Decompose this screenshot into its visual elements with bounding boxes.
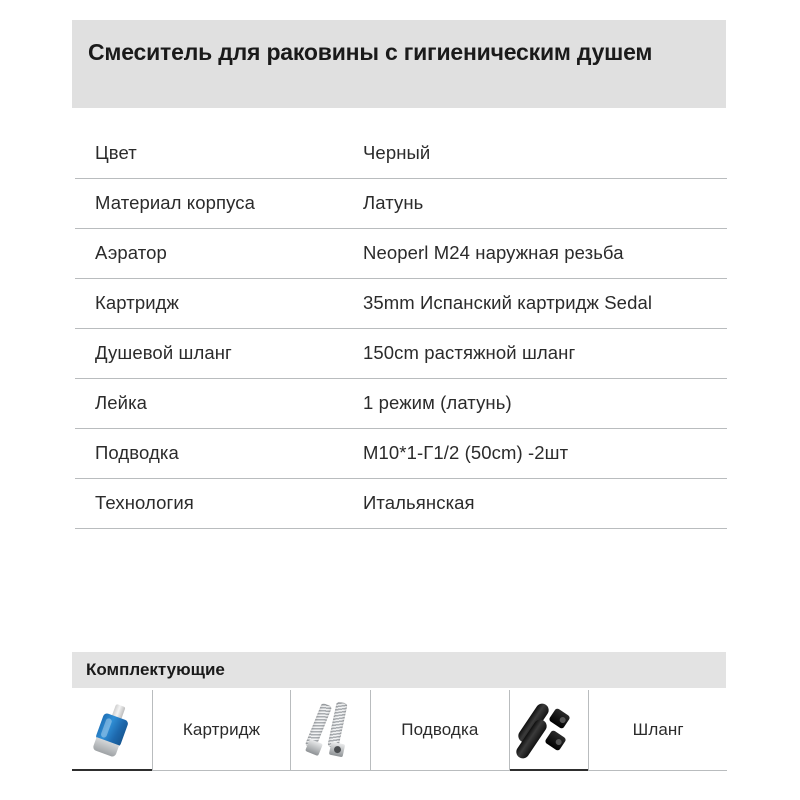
table-row xyxy=(75,478,727,528)
table-row xyxy=(75,378,727,428)
spec-key: Технология xyxy=(75,478,363,528)
hose-connector-2 xyxy=(544,730,566,752)
page-title: Смеситель для раковины с гигиеническим душем xyxy=(88,39,653,65)
spec-key: Материал корпуса xyxy=(75,178,363,228)
part-label-cell-cartridge xyxy=(152,690,291,770)
spec-key: Аэратор xyxy=(75,228,363,278)
spec-key: Картридж xyxy=(75,278,363,328)
hose-connector-1 xyxy=(548,708,570,730)
parts-section-title: Комплектующие xyxy=(72,652,726,688)
table-row xyxy=(75,328,727,378)
part-label: Шланг xyxy=(632,720,684,739)
table-row xyxy=(75,428,727,478)
spec-value: 150cm растяжной шланг xyxy=(363,328,727,378)
black-hose-icon xyxy=(517,699,581,761)
spec-value: M10*1-Г1/2 (50cm) -2шт xyxy=(363,428,727,478)
braid-nut-2 xyxy=(329,742,345,758)
spec-value: 35mm Испанский картридж Sedal xyxy=(363,278,727,328)
spec-value: Neoperl M24 наружная резьба xyxy=(363,228,727,278)
spec-key: Подводка xyxy=(75,428,363,478)
part-image-cell-cartridge xyxy=(72,690,152,770)
table-row xyxy=(75,178,727,228)
table-row xyxy=(75,278,727,328)
spec-value: Латунь xyxy=(363,178,727,228)
page-title-band xyxy=(72,20,726,108)
specification-table-body xyxy=(75,128,727,528)
part-image-cell-braided-hose xyxy=(290,690,370,770)
cartridge-icon xyxy=(80,699,144,761)
black-hose-icon-shape xyxy=(517,699,581,761)
part-label-cell-braided-hose xyxy=(370,690,509,770)
spec-value: Черный xyxy=(363,128,727,178)
spec-value: Итальянская xyxy=(363,478,727,528)
parts-table xyxy=(72,690,727,771)
part-image-cell-black-hose xyxy=(509,690,589,770)
part-label: Подводка xyxy=(401,720,479,739)
spec-key: Душевой шланг xyxy=(75,328,363,378)
table-row xyxy=(75,228,727,278)
part-label: Картридж xyxy=(182,720,261,739)
spec-value: 1 режим (латунь) xyxy=(363,378,727,428)
cartridge-icon-shape xyxy=(91,701,133,759)
braided-hose-icon-shape xyxy=(299,699,363,761)
part-label-cell-black-hose xyxy=(588,690,727,770)
braided-hose-icon xyxy=(299,699,363,761)
table-row xyxy=(75,128,727,178)
specification-table xyxy=(75,128,727,529)
spec-key: Лейка xyxy=(75,378,363,428)
spec-key: Цвет xyxy=(75,128,363,178)
